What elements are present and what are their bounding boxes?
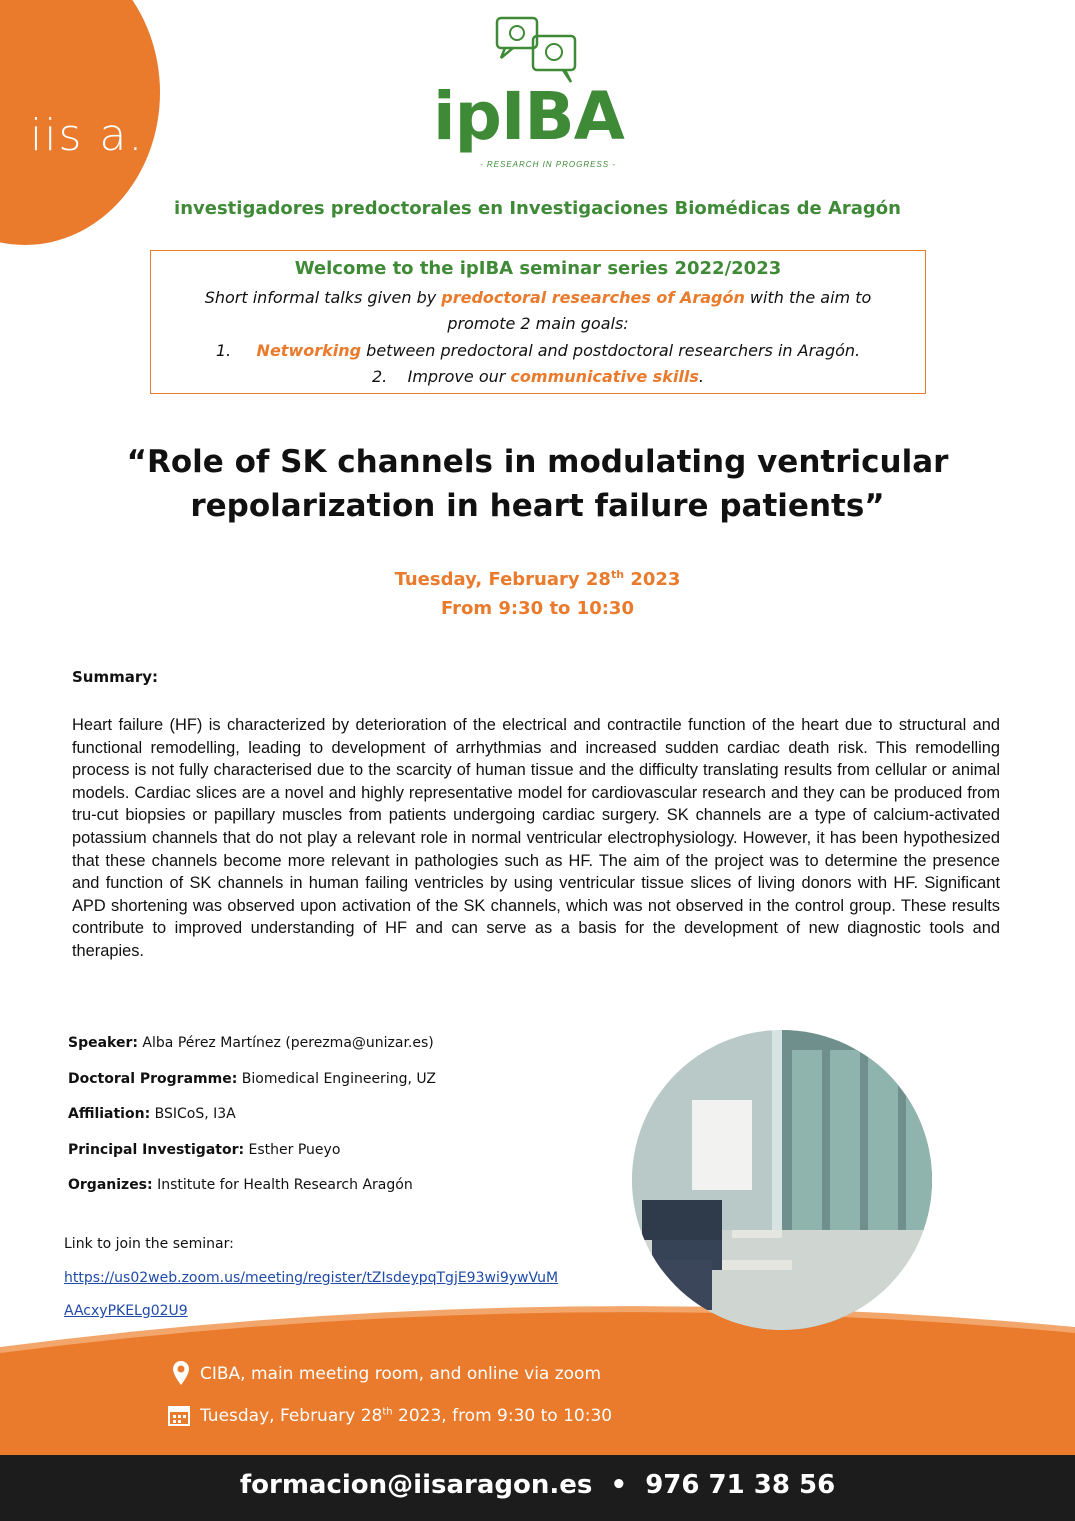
seminar-title-line-1: “Role of SK channels in modulating ventricular [126,444,949,480]
link-heading: Link to join the seminar: [64,1236,234,1252]
seminar-title-line-2: repolarization in heart failure patients” [190,488,885,524]
goal-text: . [698,367,705,386]
summary-text: Heart failure (HF) is characterized by deterioration of the electrical and contractile function of the heart due to structural and functional remodelling, leading to development of arrhythmias and increased sudden cardiac death risk. This remodelling process is not fully characterised due to the scarcity of human tissue and the difficulty translating results from cellular or animal models. Cardiac slices are a novel and highly representative model for cardiovascular research and they can be produced from tru-cut biopsies or papillary muscles from patients undergoing cardiac surgery. SK channels are a type of calcium-activated potassium channels that do not play a relevant role in normal ventricular electrophysiology. However, it has been hypothesized that these channels become more relevant in pathologies such as HF. The aim of the project was to determine the presence and function of SK channels in human failing ventricles by using ventricular tissue slices of living donors with HF. Significant APD shortening was observed upon activation of the SK channels, which was not observed in the control group. These results contribute to improved understanding of HF and can serve as a basis for the development of new diagnostic tools and therapies. [72,716,1000,960]
info-value: Institute for Health Research Aragón [152,1177,413,1193]
welcome-line-2: promote 2 main goals: [447,314,629,333]
ipiba-tagline: - RESEARCH IN PROGRESS - [480,160,617,169]
investigator-info [68,1142,340,1158]
goal-highlight: communicative skills [510,367,699,386]
welcome-highlight: predoctoral researches of Aragón [441,288,745,307]
meeting-room-photo [632,1030,932,1330]
footer-bullet: • [610,1470,628,1500]
date-prefix: Tuesday, February 28 [394,569,611,590]
goal-text: Improve our [407,367,511,386]
goal-number: 1. [215,341,232,360]
calendar-icon [168,1404,190,1431]
footer-contact [0,1470,1075,1500]
seminar-link-line-1[interactable]: https://us02web.zoom.us/meeting/register/tZIsdeypqTgjE93wi9ywVuM [64,1270,559,1286]
affiliation-info [68,1106,236,1122]
date-suffix: 2023 [624,569,681,590]
info-value: Alba Pérez Martínez (perezma@unizar.es) [137,1035,434,1051]
speaker-info [68,1035,434,1051]
organizer-info [68,1177,413,1193]
calendar-sup: th [382,1406,393,1418]
welcome-goal-2 [150,367,926,386]
footer-phone[interactable]: 976 71 38 56 [645,1470,836,1500]
programme-info [68,1071,436,1087]
location-pin-icon [172,1360,190,1391]
iis-logo-text: iis a. [30,110,145,161]
info-label: Principal Investigator: [68,1142,245,1158]
info-label: Speaker: [68,1035,138,1051]
welcome-title: Welcome to the ipIBA seminar series 2022/2023 [294,258,782,279]
seminar-date [0,568,1075,590]
info-value: Esther Pueyo [244,1142,341,1158]
seminar-time: From 9:30 to 10:30 [441,598,634,619]
welcome-text: with the aim to [744,288,872,307]
goal-highlight: Networking [256,341,362,360]
calendar-text [200,1406,612,1426]
welcome-goal-1 [150,341,926,360]
seminar-title [60,440,1015,528]
calendar-suffix: 2023, from 9:30 to 10:30 [392,1406,613,1426]
info-value: Biomedical Engineering, UZ [237,1071,436,1087]
ipiba-logo-text: ipIBA [433,78,624,155]
seminar-link-line-2[interactable]: AAcxyPKELg02U9 [64,1303,188,1319]
info-value: BSICoS, I3A [150,1106,236,1122]
info-label: Doctoral Programme: [68,1071,238,1087]
welcome-line-1 [150,288,926,307]
ipiba-subtitle: investigadores predoctorales en Investigaciones Biomédicas de Aragón [174,198,901,219]
summary-heading: Summary: [72,668,159,686]
footer-email[interactable]: formacion@iisaragon.es [239,1470,593,1500]
info-label: Affiliation: [68,1106,151,1122]
goal-number: 2. [371,367,388,386]
goal-text: between predoctoral and postdoctoral researchers in Aragón. [361,341,861,360]
calendar-prefix: Tuesday, February 28 [200,1406,383,1426]
date-sup: th [610,568,625,581]
location-text: CIBA, main meeting room, and online via zoom [200,1364,602,1384]
info-label: Organizes: [68,1177,153,1193]
welcome-text: Short informal talks given by [204,288,442,307]
